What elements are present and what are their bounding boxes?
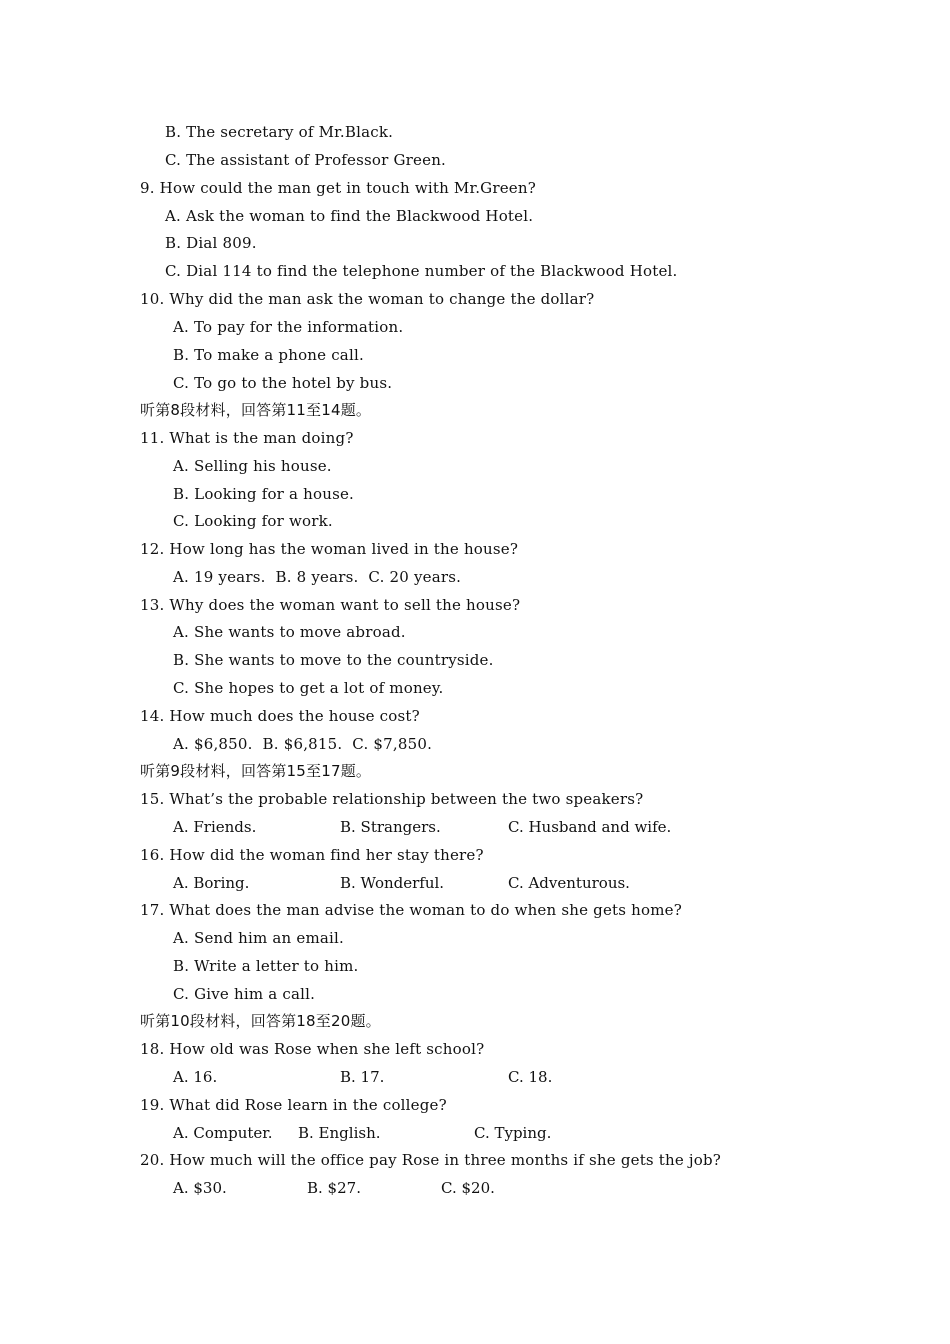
option-line: A. 19 years. B. 8 years. C. 20 years.	[173, 568, 462, 586]
option-c: C. Husband and wife.	[508, 818, 672, 836]
question-line: 14. How much does the house cost?	[140, 707, 420, 725]
question-line: 9. How could the man get in touch with Mr.Green?	[140, 179, 536, 197]
question-line: 19. What did Rose learn in the college?	[140, 1096, 447, 1114]
option-c: C. $20.	[441, 1179, 495, 1197]
option-line: C. To go to the hotel by bus.	[173, 374, 393, 392]
option-a: A. Computer.	[173, 1124, 273, 1142]
option-line: C. Looking for work.	[173, 512, 333, 530]
option-line: B. Looking for a house.	[173, 485, 355, 503]
option-line: C. Dial 114 to find the telephone number of the Blackwood Hotel.	[165, 262, 678, 280]
option-line: A. Selling his house.	[173, 457, 332, 475]
option-a: A. 16.	[173, 1068, 218, 1086]
section-instruction: 听第9段材料，回答第15至17题。	[140, 762, 372, 780]
option-line: A. $6,850. B. $6,815. C. $7,850.	[173, 735, 433, 753]
option-line: C. She hopes to get a lot of money.	[173, 679, 444, 697]
section-instruction: 听第10段材料，回答第18至20题。	[140, 1012, 381, 1030]
question-line: 12. How long has the woman lived in the house?	[140, 540, 519, 558]
option-b: B. Wonderful.	[340, 874, 445, 892]
option-line: B. Dial 809.	[165, 234, 257, 252]
option-line: A. She wants to move abroad.	[173, 623, 406, 641]
question-line: 18. How old was Rose when she left school?	[140, 1040, 485, 1058]
option-b: B. Strangers.	[340, 818, 441, 836]
option-line: A. To pay for the information.	[173, 318, 404, 336]
section-instruction: 听第8段材料，回答第11至14题。	[140, 401, 372, 419]
question-line: 11. What is the man doing?	[140, 429, 354, 447]
question-line: 15. What’s the probable relationship between the two speakers?	[140, 790, 644, 808]
question-line: 20. How much will the office pay Rose in three months if she gets the job?	[140, 1151, 722, 1169]
option-line: C. Give him a call.	[173, 985, 316, 1003]
option-c: C. Typing.	[474, 1124, 552, 1142]
option-a: A. Boring.	[173, 874, 250, 892]
option-line: A. Send him an email.	[173, 929, 344, 947]
option-c: C. 18.	[508, 1068, 553, 1086]
option-line: A. Ask the woman to find the Blackwood Hotel.	[165, 207, 534, 225]
option-line: C. The assistant of Professor Green.	[165, 151, 447, 169]
question-line: 10. Why did the man ask the woman to change the dollar?	[140, 290, 595, 308]
option-line: B. Write a letter to him.	[173, 957, 359, 975]
question-line: 17. What does the man advise the woman to do when she gets home?	[140, 901, 682, 919]
option-line: B. She wants to move to the countryside.	[173, 651, 494, 669]
option-c: C. Adventurous.	[508, 874, 630, 892]
question-line: 13. Why does the woman want to sell the house?	[140, 596, 521, 614]
option-line: B. To make a phone call.	[173, 346, 364, 364]
option-line: B. The secretary of Mr.Black.	[165, 123, 394, 141]
question-line: 16. How did the woman find her stay there?	[140, 846, 484, 864]
option-a: A. Friends.	[173, 818, 257, 836]
option-a: A. $30.	[173, 1179, 227, 1197]
option-b: B. $27.	[307, 1179, 361, 1197]
option-b: B. 17.	[340, 1068, 385, 1086]
option-b: B. English.	[298, 1124, 381, 1142]
